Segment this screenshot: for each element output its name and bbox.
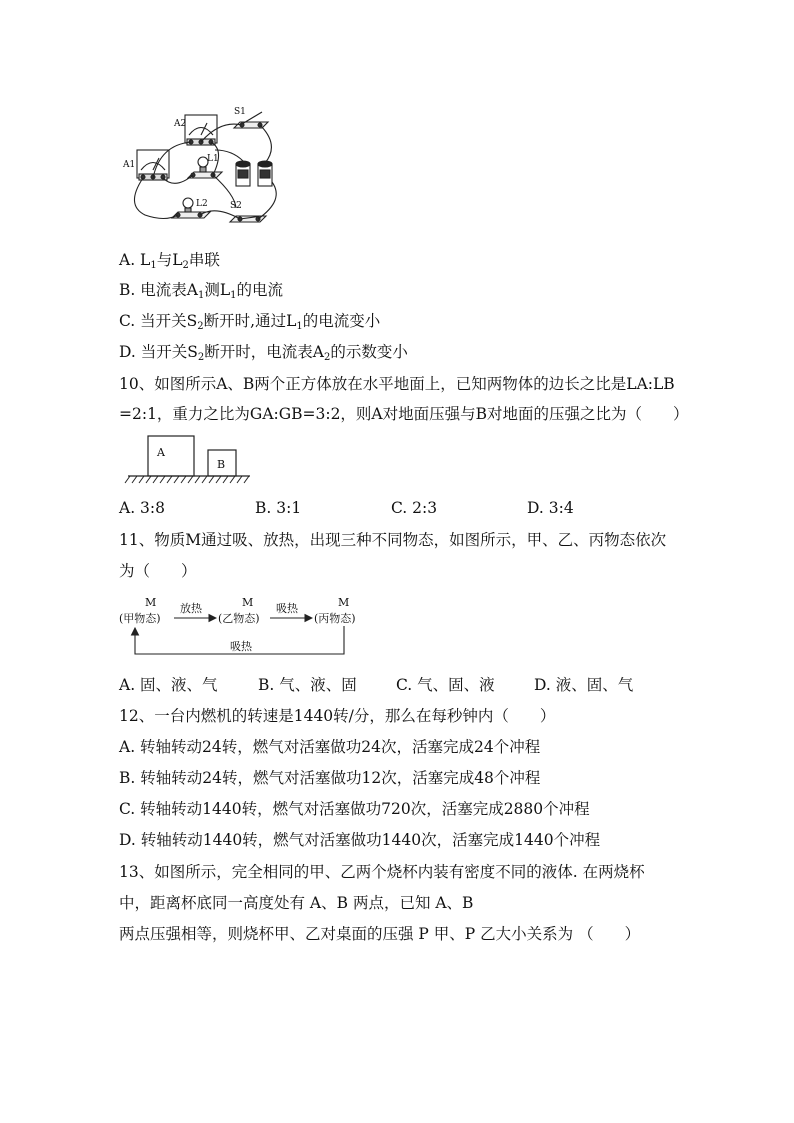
state-bing: (丙物态)	[314, 612, 356, 625]
q13-stem-line3: 两点压强相等，则烧杯甲、乙对桌面的压强 P 甲、P 乙大小关系为 （ ）	[119, 925, 641, 943]
q13-stem-line2: 中，距离杯底同一高度处有 A、B 两点，已知 A、B	[119, 894, 474, 912]
m-label-1: M	[145, 596, 157, 609]
q10-option-d: D. 3:4	[527, 499, 574, 517]
q10-option-c: C. 2:3	[391, 499, 438, 517]
q12-option-b: B. 转轴转动24转，燃气对活塞做功12次，活塞完成48个冲程	[119, 769, 541, 787]
s2-label: S2	[230, 201, 242, 211]
ammeter-a2	[185, 115, 217, 145]
a1-label: A1	[123, 160, 136, 170]
arrow-label-absorb-heat-1: 吸热	[276, 602, 298, 615]
q11-option-b: B. 气、液、固	[258, 676, 357, 694]
state-jia: (甲物态)	[119, 612, 161, 625]
state-change-diagram	[0, 592, 794, 662]
q9-option-c: C. 当开关$S_2$断开时,通过$L_1$的电流变小	[119, 312, 381, 332]
q11-option-d: D. 液、固、气	[534, 676, 634, 694]
q12-option-c: C. 转轴转动1440转，燃气对活塞做功720次，活塞完成2880个冲程	[119, 800, 590, 818]
block-a	[148, 436, 194, 476]
q10-stem-line1: 10、如图所示A、B两个正方体放在水平地面上，已知两物体的边长之比是LA:LB	[119, 375, 675, 393]
q10-stem-line2: =2:1，重力之比为GA:GB=3:2，则A对地面压强与B对地面的压强之比为（ ）	[119, 405, 689, 423]
battery-pack	[236, 161, 272, 186]
l2-label: L2	[196, 199, 208, 209]
q11-stem-line1: 11、物质M通过吸、放热，出现三种不同物态，如图所示，甲、乙、丙物态依次	[119, 531, 667, 549]
arrow-label-release-heat: 放热	[180, 602, 202, 615]
q11-stem-line2: 为（ ）	[119, 562, 197, 580]
blocks-figure	[0, 430, 794, 490]
m-label-2: M	[242, 596, 254, 609]
s1-label: S1	[234, 107, 246, 117]
l1-label: L1	[207, 154, 219, 164]
m-label-3: M	[338, 596, 350, 609]
q10-option-b: B. 3:1	[255, 499, 302, 517]
q11-option-c: C. 气、固、液	[396, 676, 495, 694]
ground-hatch	[125, 476, 249, 483]
state-yi: (乙物态)	[218, 612, 260, 625]
q9-option-a: A. $L_1$与$L_2$串联	[119, 251, 220, 271]
q10-option-a: A. 3:8	[119, 499, 165, 517]
q13-stem-line1: 13、如图所示，完全相同的甲、乙两个烧杯内装有密度不同的液体. 在两烧杯	[119, 863, 645, 881]
q12-stem: 12、一台内燃机的转速是1440转/分，那么在每秒钟内（ ）	[119, 707, 556, 725]
q11-option-a: A. 固、液、气	[119, 676, 218, 694]
block-a-label: A	[157, 446, 165, 459]
q12-option-d: D. 转轴转动1440转，燃气对活塞做功1440次，活塞完成1440个冲程	[119, 831, 601, 849]
q9-option-b: B. 电流表$A_1$测$L_1$的电流	[119, 281, 284, 301]
q12-option-a: A. 转轴转动24转，燃气对活塞做功24次，活塞完成24个冲程	[119, 738, 541, 756]
a2-label: A2	[174, 119, 187, 129]
block-b-label: B	[217, 458, 226, 471]
q9-option-d: D. 当开关$S_2$断开时，电流表$A_2$的示数变小	[119, 343, 408, 363]
arrow-label-absorb-heat-2: 吸热	[230, 640, 252, 653]
circuit-diagram	[0, 0, 794, 240]
